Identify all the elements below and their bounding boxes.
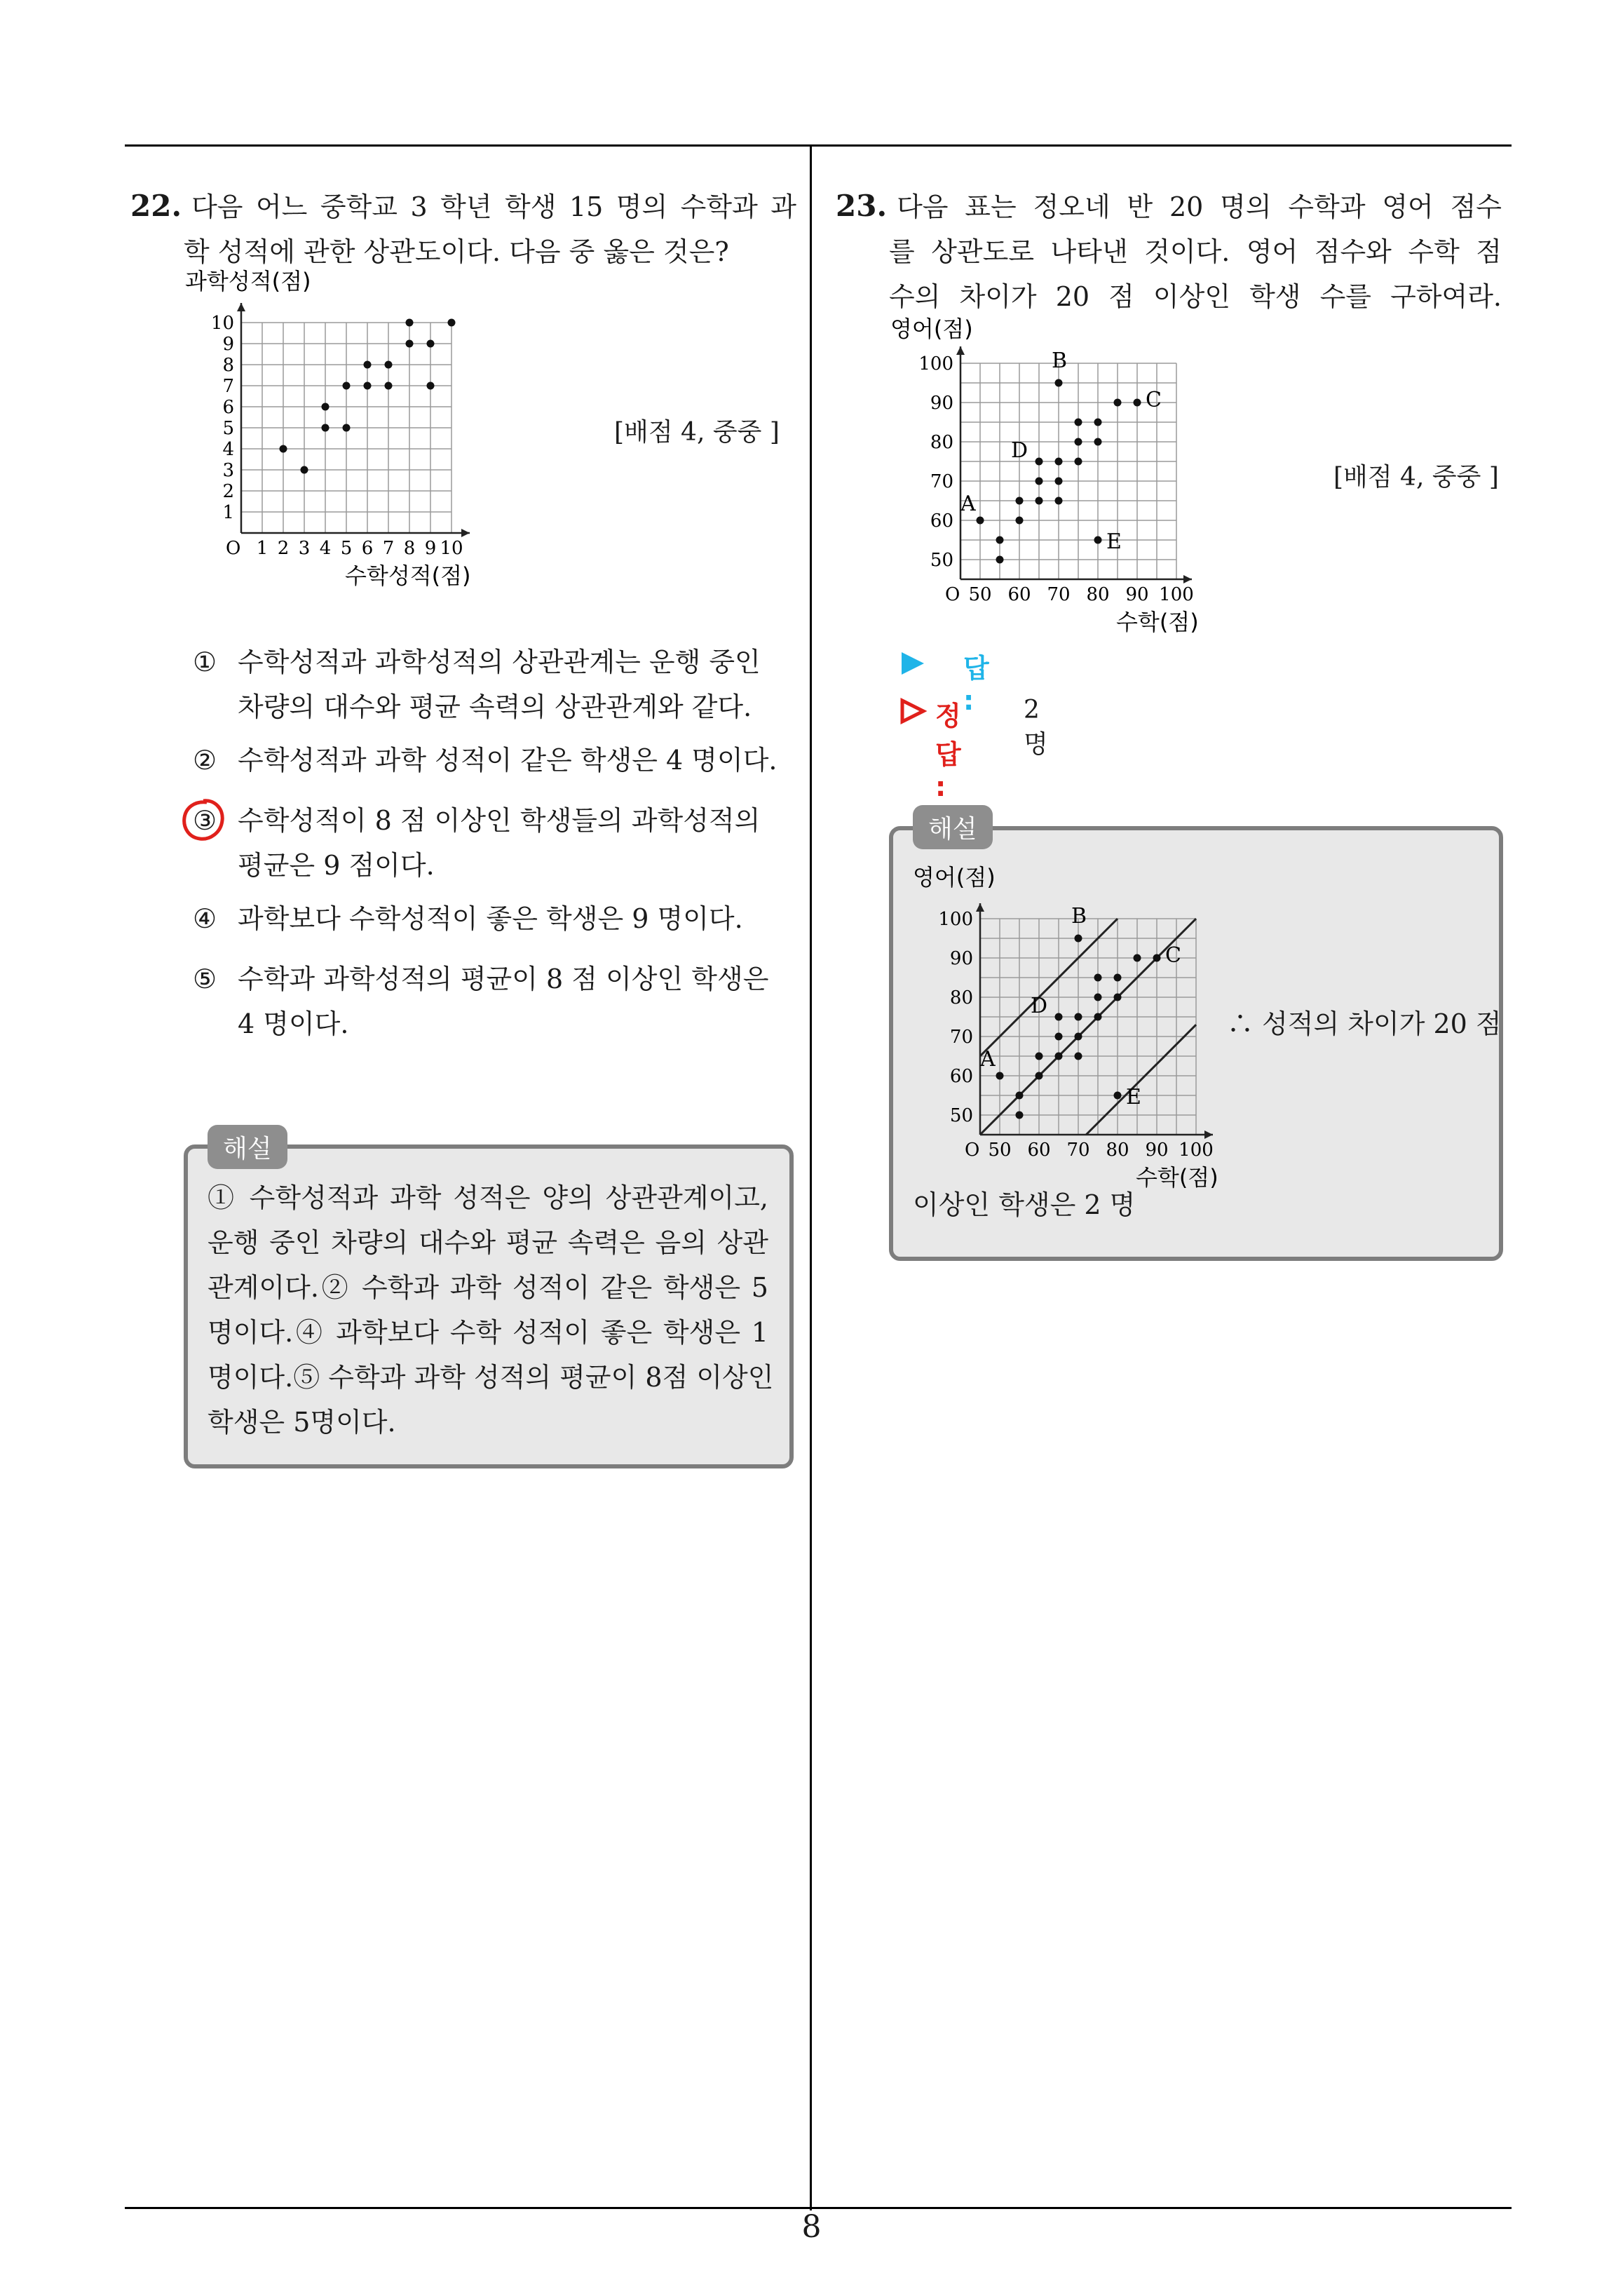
page-number: 8 bbox=[801, 2209, 822, 2245]
q22-x-tick-label: 6 bbox=[361, 538, 374, 559]
q23-explanation-point bbox=[1055, 1053, 1063, 1060]
q22-line-2: 학 성적에 관한 상관도이다. 다음 중 옳은 것은? bbox=[184, 236, 729, 267]
q22-option-1-line-2: 차량의 대수와 평균 속력의 상관관계와 같다. bbox=[238, 691, 752, 722]
q22-point bbox=[406, 319, 414, 327]
q22-scatter-chart bbox=[184, 261, 492, 597]
q23-point bbox=[1035, 497, 1043, 505]
q23-explanation-point bbox=[1075, 1013, 1082, 1021]
q22-option-4-marker: ④ bbox=[193, 903, 217, 934]
q23-explanation-point bbox=[1094, 974, 1102, 982]
q23-x-tick-label: 100 bbox=[1159, 584, 1194, 605]
q23-explanation-y-tick-label: 100 bbox=[938, 909, 973, 931]
q23-line-1: 다음 표는 정오네 반 20 명의 수학과 영어 점수 bbox=[897, 191, 1502, 222]
q22-point bbox=[301, 466, 308, 474]
play-triangle-icon bbox=[899, 649, 927, 677]
q22-explanation-text bbox=[208, 1175, 774, 1445]
q22-y-tick-label: 5 bbox=[222, 418, 234, 440]
q23-explanation-point bbox=[1075, 1033, 1082, 1041]
q23-explanation-guide-line-1 bbox=[980, 919, 1118, 1056]
q23-x-tick-label: 90 bbox=[1125, 584, 1149, 605]
q23-explanation-x-tick-label: 60 bbox=[1027, 1140, 1051, 1161]
q22-point bbox=[427, 340, 435, 348]
q22-line-1: 다음 어느 중학교 3 학년 학생 15 명의 수학과 과 bbox=[191, 191, 796, 222]
q23-point bbox=[1094, 438, 1102, 446]
q23-x-tick-label: 70 bbox=[1047, 584, 1071, 605]
q23-explanation-point bbox=[1075, 935, 1082, 943]
q23-explanation-y-arrow-icon bbox=[976, 903, 984, 912]
top-rule bbox=[125, 144, 1512, 147]
q22-point bbox=[280, 445, 287, 453]
q22-explanation-line-6: 학생은 5명이다. bbox=[208, 1407, 396, 1438]
q23-explanation-point bbox=[1035, 1053, 1043, 1060]
q23-y-tick-label: 50 bbox=[930, 550, 953, 572]
q23-explanation-point-label-c: C bbox=[1165, 943, 1181, 968]
q23-explanation-y-tick-label: 80 bbox=[949, 987, 973, 1009]
q23-point bbox=[1075, 419, 1082, 426]
q22-explanation-tag: 해설 bbox=[208, 1125, 287, 1169]
q23-line-3: 수의 차이가 20 점 이상인 학생 수를 구하여라. bbox=[889, 281, 1502, 312]
q22-explanation-line-2: 운행 중인 차량의 대수와 평균 속력은 음의 상관 bbox=[208, 1227, 768, 1258]
q22-option-2[interactable] bbox=[193, 738, 789, 783]
q22-point bbox=[406, 340, 414, 348]
q22-point bbox=[448, 319, 456, 327]
q23-point bbox=[1016, 497, 1024, 505]
q22-x-axis-label: 수학성적(점) bbox=[345, 562, 471, 589]
q22-option-1-marker: ① bbox=[193, 647, 217, 677]
column-divider bbox=[810, 144, 812, 2210]
q22-options bbox=[193, 640, 789, 1055]
q23-explanation-x-tick-label: 80 bbox=[1106, 1140, 1129, 1161]
q23-x-arrow-icon bbox=[1183, 575, 1192, 583]
q23-explanation-point bbox=[1114, 974, 1122, 982]
q23-point bbox=[996, 556, 1004, 564]
q22-y-tick-label: 2 bbox=[222, 481, 234, 503]
q23-point bbox=[1094, 536, 1102, 544]
q23-point bbox=[1055, 458, 1063, 466]
q23-question bbox=[836, 184, 1502, 319]
q23-explanation-point bbox=[1134, 954, 1141, 962]
q23-explanation-point bbox=[1153, 954, 1161, 962]
q23-y-tick-label: 90 bbox=[930, 393, 953, 414]
q22-x-tick-label: 1 bbox=[256, 538, 269, 559]
q22-x-tick-label: 9 bbox=[424, 538, 437, 559]
q22-x-tick-label: 7 bbox=[382, 538, 395, 559]
q22-y-tick-label: 10 bbox=[210, 313, 234, 335]
q22-x-tick-label: 8 bbox=[403, 538, 416, 559]
q22-explanation-line-1: ① 수학성적과 과학 성적은 양의 상관관계이고, bbox=[208, 1182, 768, 1213]
q22-option-3-line-2: 평균은 9 점이다. bbox=[238, 850, 435, 881]
q22-origin-label: O bbox=[226, 538, 241, 559]
q22-y-tick-label: 6 bbox=[222, 397, 234, 419]
q23-point bbox=[977, 517, 984, 525]
q22-option-1-line-1: 수학성적과 과학성적의 상관관계는 운행 중인 bbox=[238, 647, 761, 677]
answer-label: 답 : bbox=[963, 653, 989, 716]
q22-option-3[interactable] bbox=[193, 798, 789, 888]
q22-y-tick-label: 7 bbox=[222, 376, 234, 398]
q23-scatter-chart bbox=[889, 309, 1218, 638]
q22-option-5-marker: ⑤ bbox=[193, 964, 217, 994]
outline-triangle-icon bbox=[899, 697, 927, 725]
red-circle-mark-icon bbox=[179, 795, 228, 844]
q22-option-3-line-1: 수학성적이 8 점 이상인 학생들의 과학성적의 bbox=[238, 805, 761, 836]
q23-explanation-point bbox=[1035, 1072, 1043, 1080]
q23-explanation-point bbox=[1016, 1112, 1024, 1119]
q23-point bbox=[1035, 458, 1043, 466]
q22-option-4[interactable] bbox=[193, 896, 789, 941]
q23-point bbox=[1055, 478, 1063, 485]
q23-point bbox=[1094, 419, 1102, 426]
q23-line-2: 를 상관도로 나타낸 것이다. 영어 점수와 수학 점 bbox=[889, 236, 1502, 267]
q23-explanation-side: ∴ 성적의 차이가 20 점 bbox=[1227, 1008, 1502, 1039]
q23-explanation-x-tick-label: 90 bbox=[1145, 1140, 1169, 1161]
q22-point bbox=[322, 403, 330, 411]
q22-x-arrow-icon bbox=[461, 529, 470, 537]
q23-explanation-point-label-e: E bbox=[1126, 1085, 1141, 1109]
q22-point bbox=[322, 424, 330, 432]
q22-explanation-line-3: 관계이다.② 수학과 과학 성적이 같은 학생은 5 bbox=[208, 1272, 768, 1303]
q22-option-5-line-1: 수학과 과학성적의 평균이 8 점 이상인 학생은 bbox=[238, 964, 769, 994]
q23-point-label-c: C bbox=[1146, 388, 1162, 412]
q22-explanation-line-5: 명이다.⑤ 수학과 과학 성적의 평균이 8점 이상인 bbox=[208, 1362, 774, 1393]
q22-y-axis-label: 과학성적(점) bbox=[185, 268, 311, 295]
q22-option-5-line-2: 4 명이다. bbox=[238, 1008, 349, 1039]
q22-point bbox=[364, 361, 372, 369]
q23-explanation-point-label-a: A bbox=[980, 1047, 996, 1072]
q23-x-tick-label: 50 bbox=[968, 584, 992, 605]
q22-y-tick-label: 8 bbox=[222, 355, 234, 377]
q22-y-arrow-icon bbox=[237, 303, 245, 311]
q23-y-tick-label: 100 bbox=[918, 353, 953, 375]
q22-point bbox=[385, 382, 393, 390]
q22-option-3-marker: ③ bbox=[193, 805, 217, 836]
q23-score: [배점 4, 중중 ] bbox=[1333, 463, 1499, 492]
q23-explanation-y-axis-label: 영어(점) bbox=[913, 864, 996, 891]
q22-option-2-marker: ② bbox=[193, 745, 217, 776]
q22-score: [배점 4, 중중 ] bbox=[614, 418, 780, 447]
q23-y-axis-label: 영어(점) bbox=[890, 316, 973, 342]
q23-point bbox=[1055, 379, 1063, 387]
q23-x-axis-label: 수학(점) bbox=[1116, 609, 1199, 635]
q23-explanation-point bbox=[1094, 1013, 1102, 1021]
q23-explanation-chart bbox=[911, 861, 1234, 1191]
q22-x-tick-label: 4 bbox=[319, 538, 332, 559]
q22-y-tick-label: 4 bbox=[222, 439, 234, 461]
q23-y-tick-label: 80 bbox=[930, 432, 953, 454]
q23-explanation-point bbox=[1114, 1092, 1122, 1100]
q22-y-tick-label: 9 bbox=[222, 334, 234, 356]
q22-x-tick-label: 3 bbox=[298, 538, 311, 559]
q23-point-label-e: E bbox=[1106, 529, 1122, 554]
q23-explanation-x-tick-label: 100 bbox=[1179, 1140, 1214, 1161]
q23-explanation-point bbox=[1055, 1013, 1063, 1021]
q22-point bbox=[343, 382, 351, 390]
q22-x-tick-label: 2 bbox=[277, 538, 290, 559]
correct-label: 정답 : bbox=[935, 701, 961, 802]
q23-explanation-point-label-b: B bbox=[1071, 904, 1087, 928]
q22-number: 22. bbox=[130, 189, 182, 223]
q23-y-tick-label: 70 bbox=[930, 471, 953, 493]
correct-value: 2 명 bbox=[1024, 696, 1048, 759]
q23-y-arrow-icon bbox=[956, 346, 965, 355]
q23-explanation-point bbox=[1094, 994, 1102, 1001]
q23-point bbox=[1016, 517, 1024, 525]
q23-point bbox=[1055, 497, 1063, 505]
q22-option-1[interactable] bbox=[193, 640, 789, 729]
q23-explanation-y-tick-label: 60 bbox=[949, 1066, 973, 1088]
q23-point bbox=[1035, 478, 1043, 485]
q23-point-label-a: A bbox=[960, 492, 976, 516]
q23-point bbox=[1075, 438, 1082, 446]
q23-explanation-point bbox=[1055, 1033, 1063, 1041]
q22-y-tick-label: 3 bbox=[222, 460, 234, 482]
q22-y-tick-label: 1 bbox=[222, 502, 234, 524]
q22-point bbox=[427, 382, 435, 390]
q22-point bbox=[364, 382, 372, 390]
q22-explanation-line-4: 명이다.④ 과학보다 수학 성적이 좋은 학생은 1 bbox=[208, 1317, 768, 1348]
q22-point bbox=[343, 424, 351, 432]
q23-y-tick-label: 60 bbox=[930, 511, 953, 532]
q23-explanation-bottom: 이상인 학생은 2 명 bbox=[913, 1189, 1136, 1220]
q23-explanation-x-tick-label: 50 bbox=[988, 1140, 1012, 1161]
q23-explanation-x-arrow-icon bbox=[1204, 1130, 1213, 1139]
q22-x-tick-label: 10 bbox=[440, 538, 463, 559]
q23-explanation-point bbox=[996, 1072, 1004, 1080]
q23-point-label-d: D bbox=[1011, 438, 1028, 463]
q23-explanation-y-tick-label: 70 bbox=[949, 1027, 973, 1048]
q23-point bbox=[1114, 399, 1122, 407]
q23-number: 23. bbox=[836, 189, 888, 223]
q23-explanation-y-tick-label: 50 bbox=[949, 1105, 973, 1127]
q23-x-tick-label: 60 bbox=[1007, 584, 1031, 605]
q23-explanation-origin-label: O bbox=[965, 1140, 980, 1161]
q23-explanation-x-axis-label: 수학(점) bbox=[1136, 1164, 1218, 1191]
q23-explanation-x-tick-label: 70 bbox=[1066, 1140, 1090, 1161]
q22-option-5[interactable] bbox=[193, 957, 789, 1046]
q23-point bbox=[996, 536, 1004, 544]
q23-point-label-b: B bbox=[1052, 349, 1068, 373]
q23-explanation-guide-line-3 bbox=[1086, 1025, 1196, 1135]
q22-option-2-line-1: 수학성적과 과학 성적이 같은 학생은 4 명이다. bbox=[238, 745, 777, 776]
q23-explanation-y-tick-label: 90 bbox=[949, 948, 973, 970]
q23-origin-label: O bbox=[945, 584, 960, 605]
q23-explanation-tag: 해설 bbox=[913, 805, 993, 849]
q22-option-4-line-1: 과학보다 수학성적이 좋은 학생은 9 명이다. bbox=[238, 903, 743, 934]
q23-explanation-guide-line-2 bbox=[980, 919, 1196, 1135]
q23-explanation-point-label-d: D bbox=[1031, 994, 1048, 1018]
q23-explanation-point bbox=[1075, 1053, 1082, 1060]
q22-x-tick-label: 5 bbox=[340, 538, 353, 559]
q23-x-tick-label: 80 bbox=[1086, 584, 1110, 605]
q23-explanation-point bbox=[1114, 994, 1122, 1001]
q22-point bbox=[385, 361, 393, 369]
q23-point bbox=[1075, 458, 1082, 466]
q23-point bbox=[1134, 399, 1141, 407]
q23-explanation-point bbox=[1016, 1092, 1024, 1100]
